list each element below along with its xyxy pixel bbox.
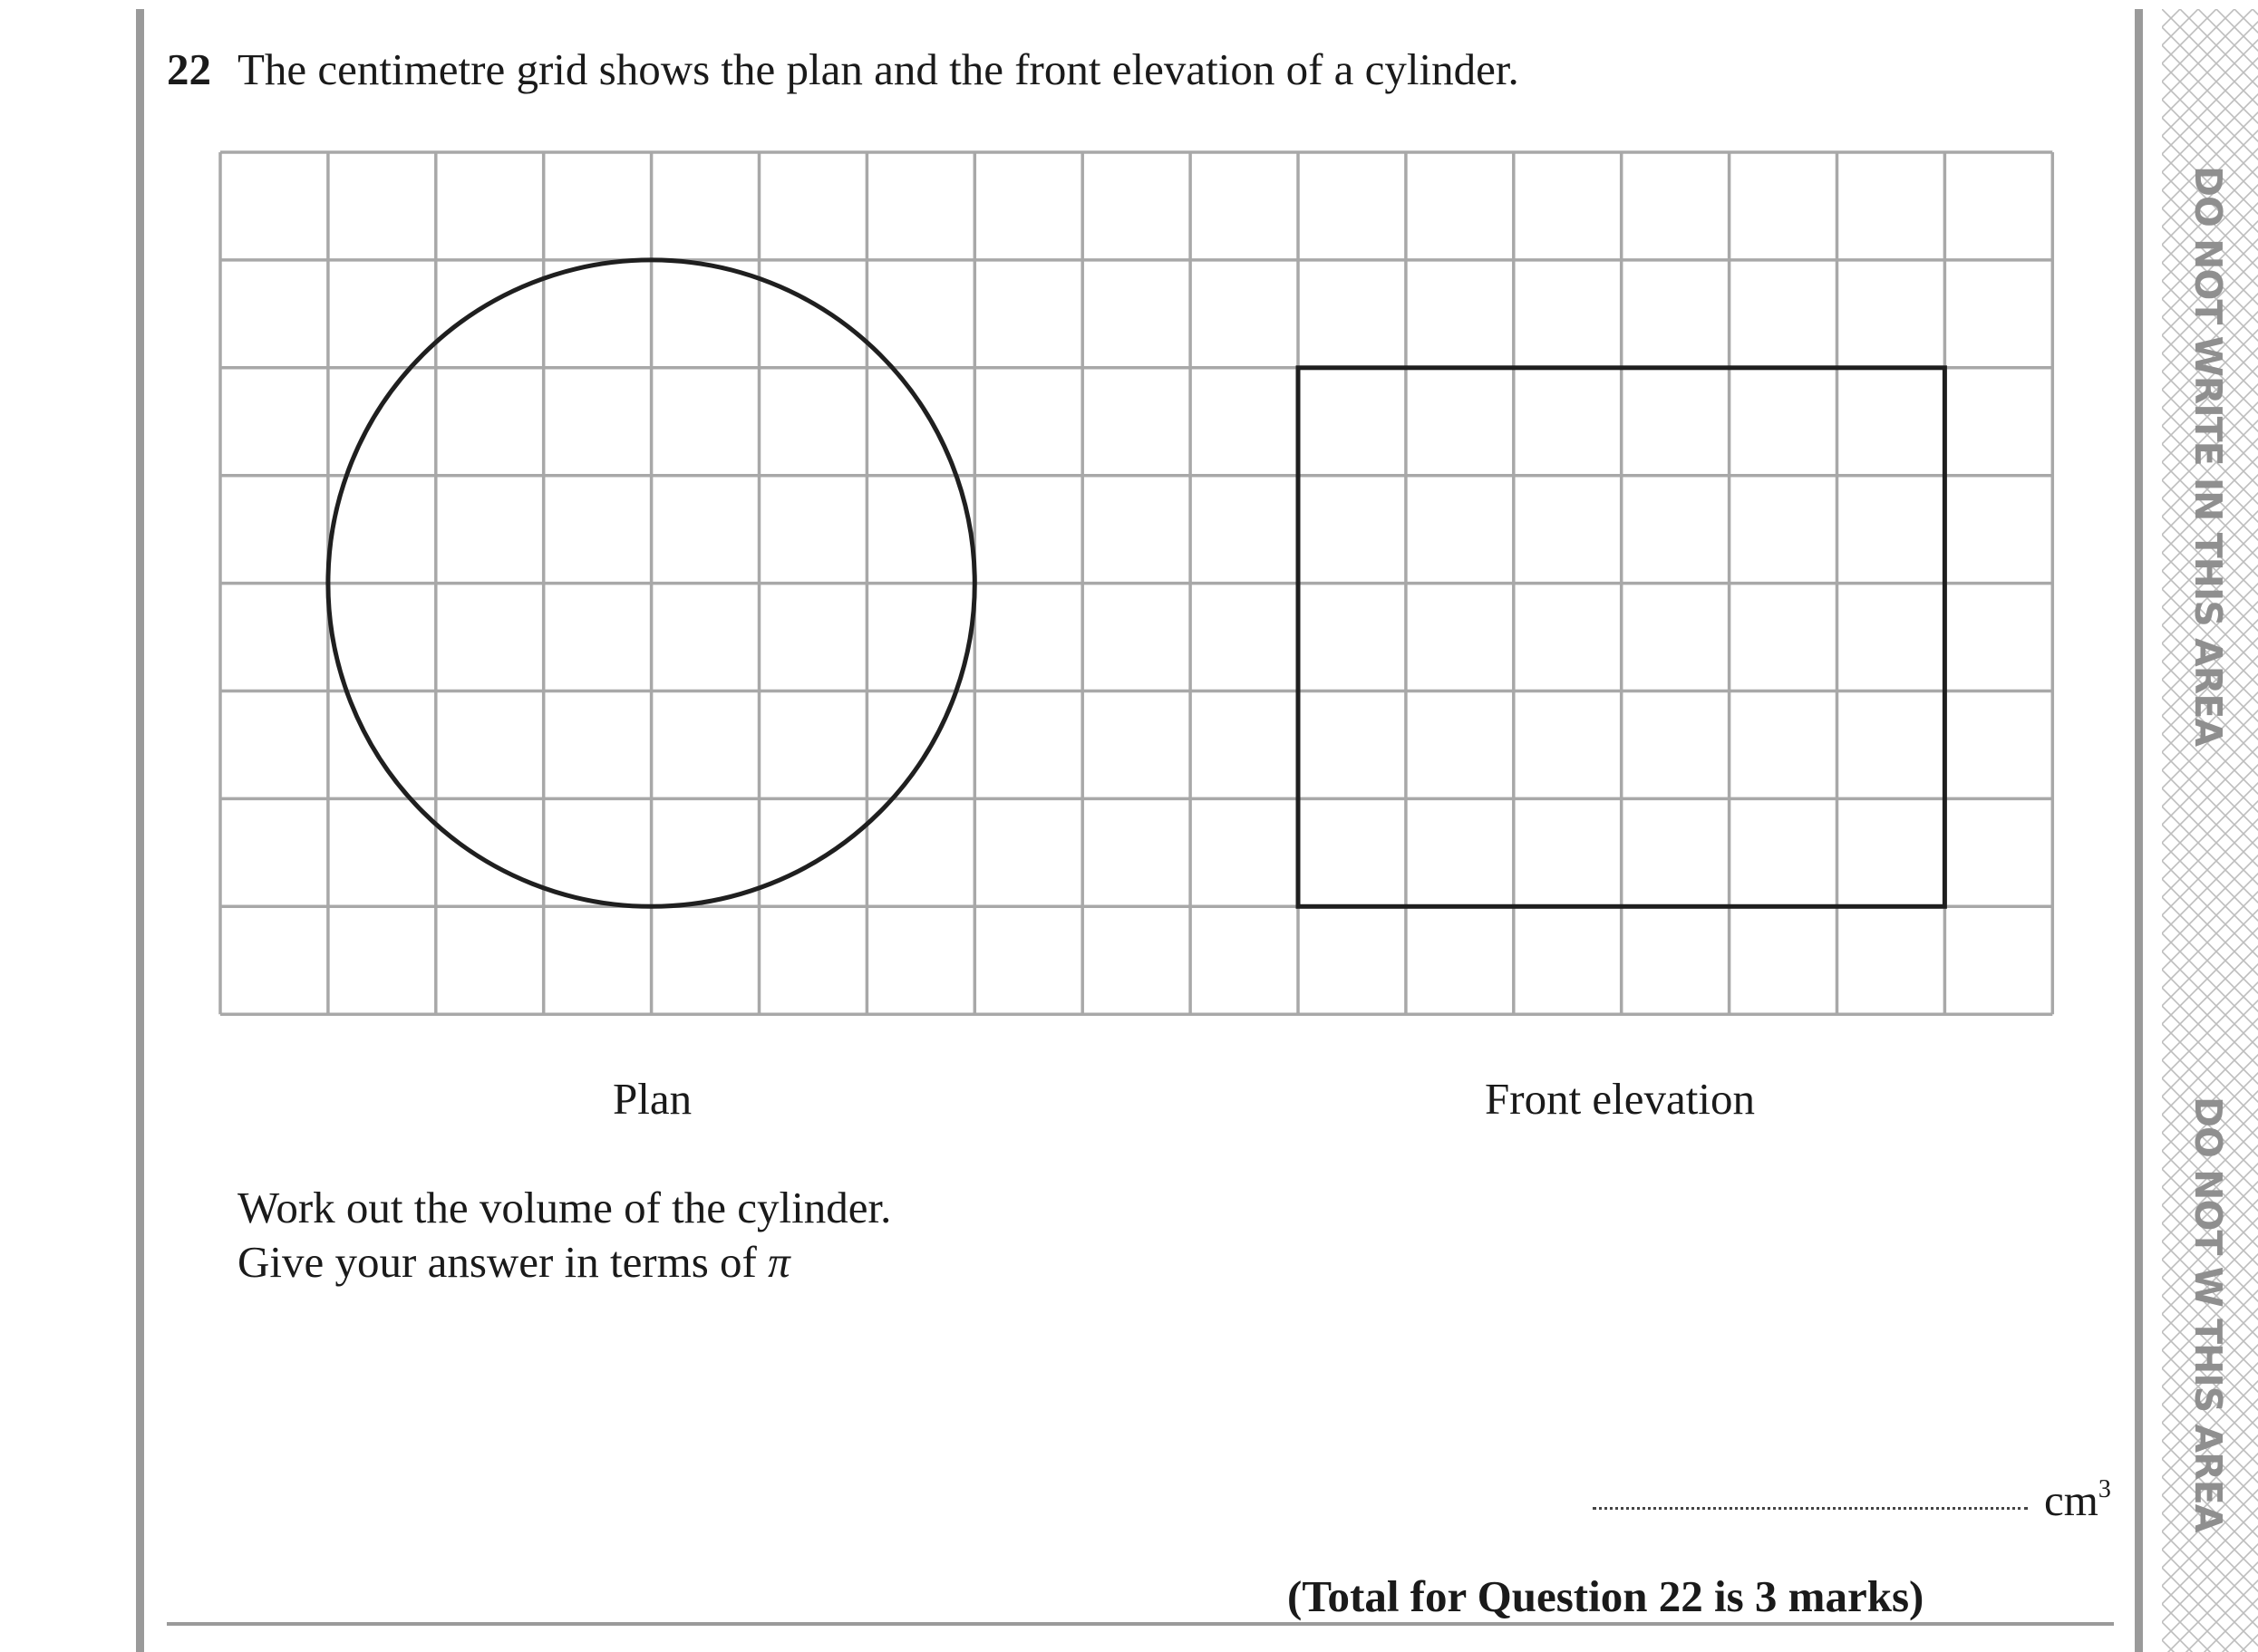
unit-text: cm <box>2044 1475 2098 1525</box>
question-text: The centimetre grid shows the plan and the front elevation of a cylinder. <box>237 44 1519 94</box>
plan-label: Plan <box>613 1074 693 1124</box>
answer-line[interactable] <box>1593 1507 2028 1510</box>
right-margin-bar <box>2135 9 2143 1652</box>
margin-warning-text: DO NOT WRITE IN THIS AREA <box>2186 166 2230 747</box>
plan-circle <box>328 260 974 906</box>
front-elevation-rectangle <box>1298 368 1944 907</box>
answer-unit <box>2044 1475 2111 1525</box>
unit-power: 3 <box>2098 1475 2111 1503</box>
instruction-line-1: Work out the volume of the cylinder. <box>237 1183 892 1232</box>
margin-warning-text: DO NOT W THIS AREA <box>2186 1097 2230 1532</box>
left-margin-bar <box>136 9 144 1652</box>
total-marks: (Total for Question 22 is 3 marks) <box>1287 1571 1924 1621</box>
centimetre-grid <box>220 152 2052 1014</box>
front-elevation-label: Front elevation <box>1485 1074 1756 1124</box>
instruction-line-2 <box>237 1237 790 1287</box>
bottom-divider <box>167 1622 2114 1626</box>
instruction-text: Give your answer in terms of <box>237 1237 769 1287</box>
question-number: 22 <box>167 44 211 94</box>
pi-symbol: π <box>768 1237 790 1287</box>
